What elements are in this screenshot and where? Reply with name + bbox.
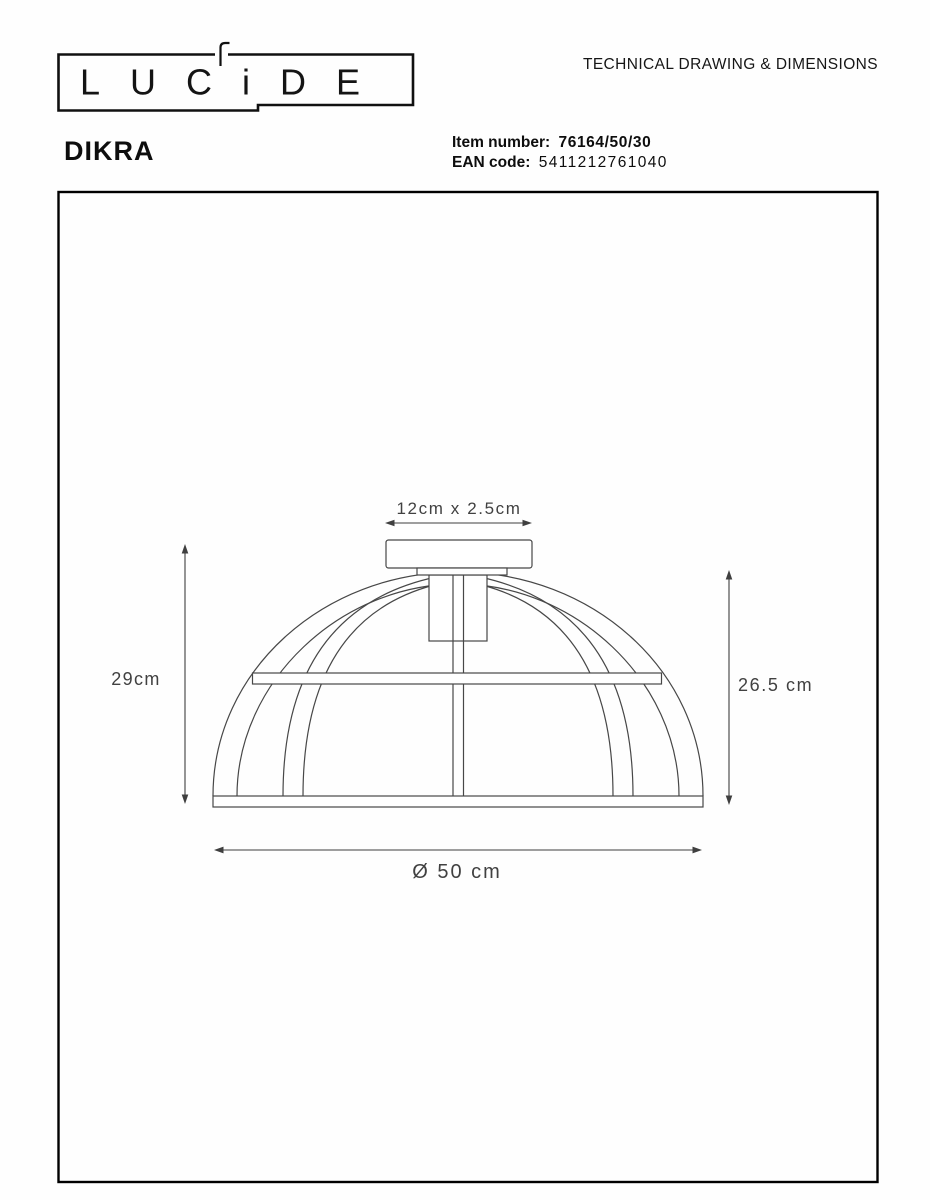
dim-arrow-total-height: [182, 544, 189, 804]
mid-ring: [253, 673, 662, 684]
dim-label-diameter: Ø 50 cm: [412, 861, 502, 883]
item-number-value: 76164/50/30: [558, 134, 652, 151]
canopy-lip: [417, 568, 507, 575]
center-tube: [453, 575, 464, 796]
bottom-rim: [213, 796, 703, 807]
ean-code-label: EAN code:: [452, 154, 531, 171]
dim-label-shade-height: 26.5 cm: [738, 675, 814, 695]
canopy-plate: [386, 540, 532, 568]
logo-box: [59, 55, 414, 111]
ean-code-value: 5411212761040: [538, 154, 668, 171]
product-codes: [452, 133, 668, 173]
item-number-row: [452, 133, 668, 153]
item-number-label: Item number:: [452, 134, 551, 151]
dim-arrow-shade-height: [726, 570, 733, 805]
lucide-logo: [59, 43, 414, 111]
lamp-drawing: [213, 540, 703, 807]
dim-arrow-canopy: [385, 520, 532, 526]
stem-box: [429, 575, 487, 641]
sheet-title: TECHNICAL DRAWING & DIMENSIONS: [582, 56, 878, 73]
logo-wordmark: LUCiDE: [79, 61, 391, 103]
dimension-lines: [182, 520, 733, 854]
logo-hook-icon: [221, 43, 230, 66]
dim-label-canopy: 12cm x 2.5cm: [396, 499, 522, 518]
ean-code-row: [452, 153, 668, 173]
dim-arrow-diameter: [214, 847, 702, 854]
cage-ribs: [213, 572, 703, 796]
dim-label-total-height: 29cm: [111, 669, 161, 689]
product-name: DIKRA: [64, 136, 155, 166]
